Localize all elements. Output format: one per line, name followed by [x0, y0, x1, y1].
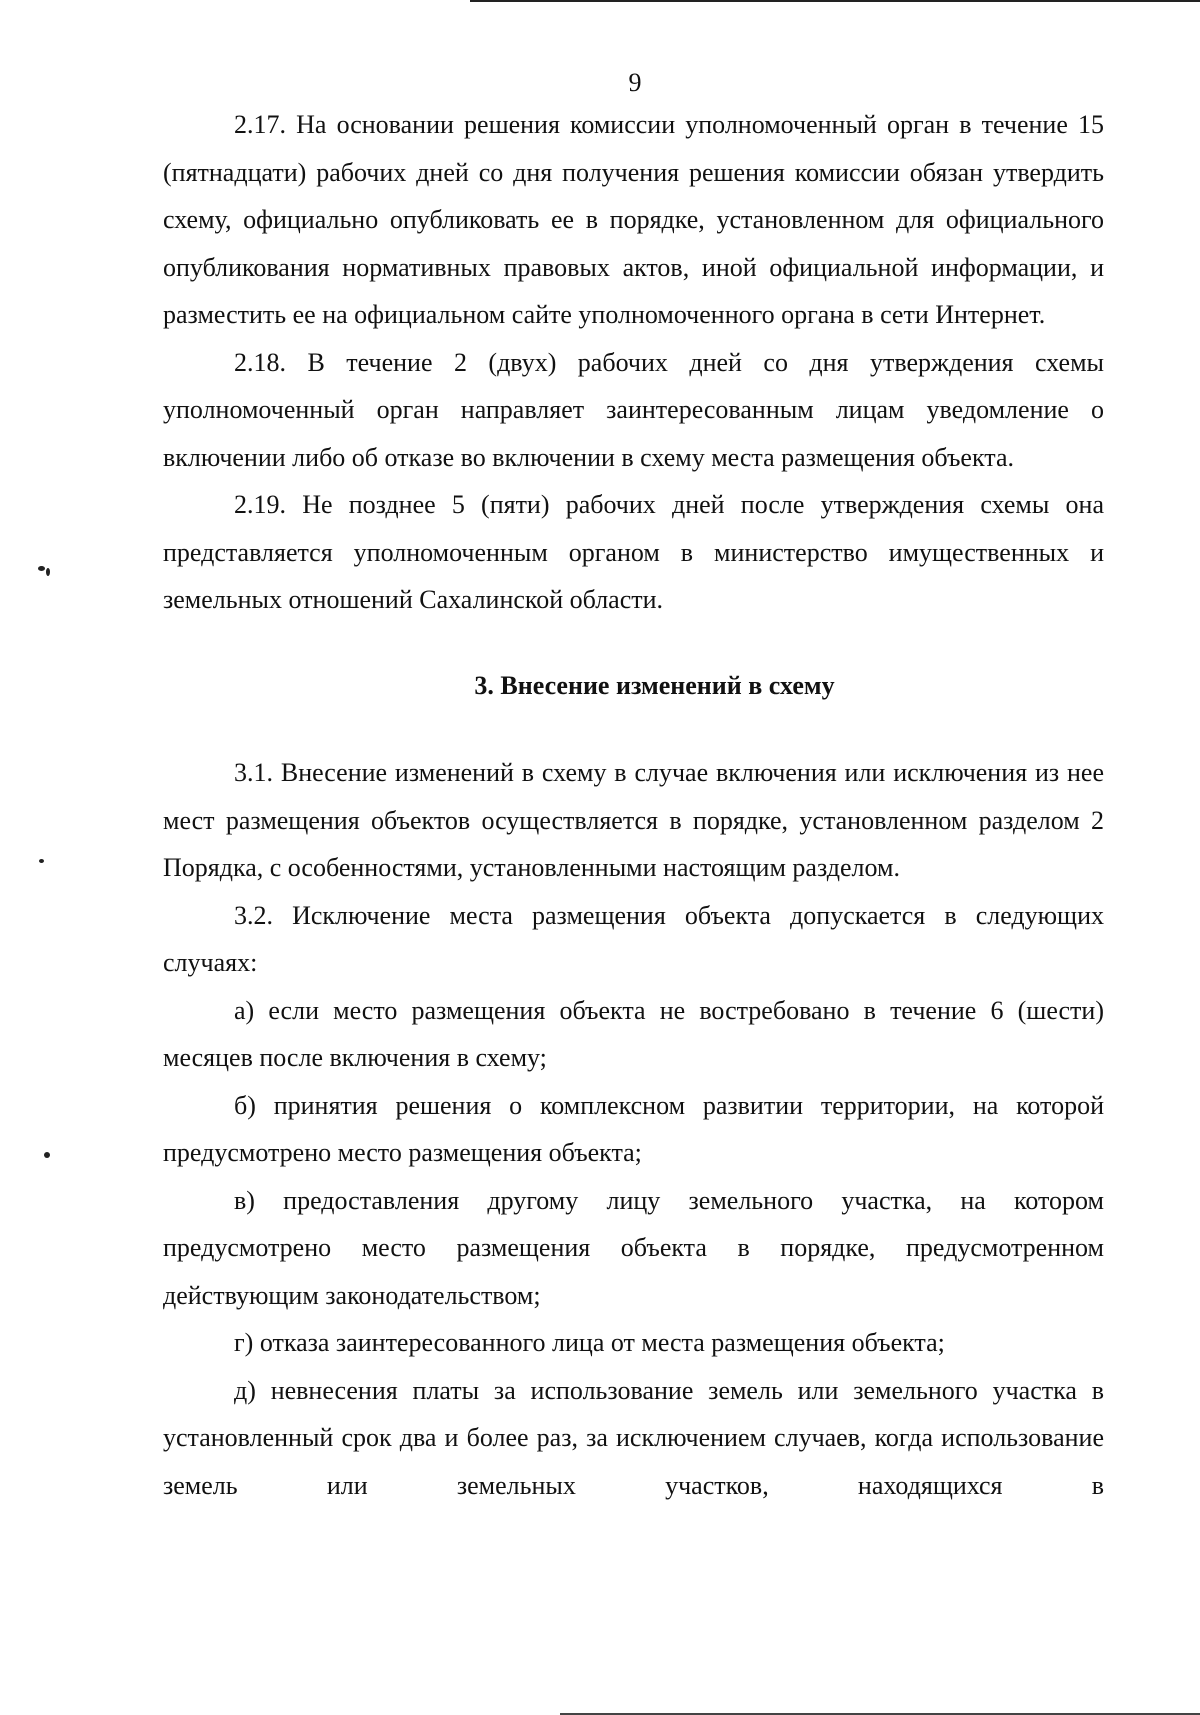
paragraph-2-19: 2.19. Не позднее 5 (пяти) рабочих дней после утверждения схемы она представляется уполномоченным органом в министерство имущественных и земельных отношений Сахалинской области.	[163, 490, 1104, 614]
scan-speck	[44, 1152, 50, 1158]
page-number: 9	[628, 68, 642, 97]
top-edge-rule	[470, 0, 1200, 2]
scan-speck	[39, 859, 44, 863]
scan-speck	[46, 568, 50, 576]
paragraph-2-18: 2.18. В течение 2 (двух) рабочих дней со дня утверждения схемы уполномоченный орган направляет заинтересованным лицам уведомление о включении либо об отказе во включении в схему места размещения объекта.	[163, 347, 1104, 472]
paragraph-2-17: 2.17. На основании решения комиссии уполномоченный орган в течение 15 (пятнадцати) рабочих дней со дня получения решения комиссии обязан утвердить схему, официально опубликовать ее в порядке, установленном для официального опубликования нормативных правовых актов, иной официальной информации, и разместить ее на официальном сайте уполномоченного органа в сети Интернет.	[163, 110, 1104, 329]
section-heading: 3. Внесение изменений в схему	[474, 670, 835, 700]
paragraph-3-2: 3.2. Исключение места размещения объекта допускается в следующих случаях:	[163, 900, 1104, 977]
list-item-a: а) если место размещения объекта не востребовано в течение 6 (шести) месяцев после включения в схему;	[163, 995, 1104, 1072]
document-body	[163, 101, 1104, 1509]
list-item-d: д) невнесения платы за использование земель или земельного участка в установленный срок два и более раз, за исключением случаев, когда использование земель или земельных участков, находящихся в	[163, 1375, 1104, 1500]
paragraph-3-1: 3.1. Внесение изменений в схему в случае включения или исключения из нее мест размещения объектов осуществляется в порядке, установленном разделом 2 Порядка, с особенностями, установленными настоящим разделом.	[163, 758, 1104, 882]
list-item-b: б) принятия решения о комплексном развитии территории, на которой предусмотрено место размещения объекта;	[163, 1090, 1104, 1167]
list-item-v: в) предоставления другому лицу земельного участка, на котором предусмотрено место размещения объекта в порядке, предусмотренном действующим законодательством;	[163, 1185, 1104, 1310]
scan-speck	[38, 566, 45, 571]
list-item-g: г) отказа заинтересованного лица от места размещения объекта;	[234, 1328, 945, 1357]
